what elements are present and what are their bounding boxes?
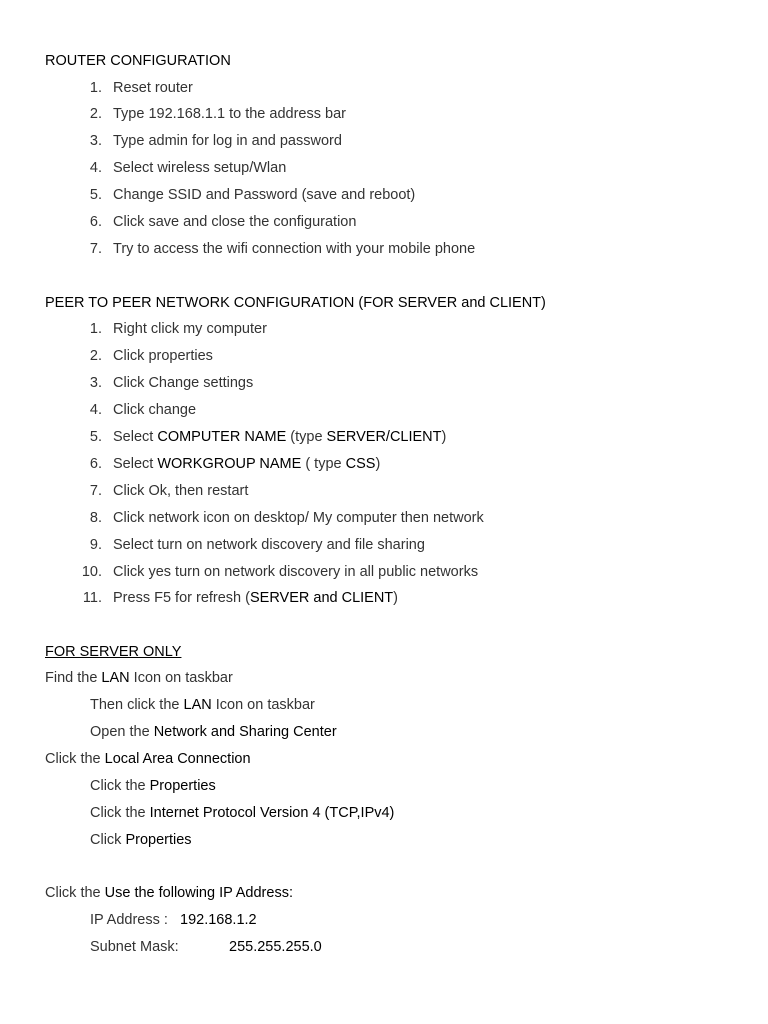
peer-step-text: Click network icon on desktop/ My computer then network <box>113 510 484 526</box>
line-suffix: Icon on taskbar <box>129 670 233 686</box>
router-step-text: Select wireless setup/Wlan <box>113 160 287 176</box>
server-only-heading: FOR SERVER ONLY <box>45 644 182 660</box>
peer-step-number: 11. <box>82 590 102 606</box>
peer-step-text: Click change <box>113 402 197 418</box>
line-prefix: Click the <box>90 778 150 794</box>
properties-term: Properties <box>125 832 192 848</box>
router-step-number: 2. <box>89 106 102 122</box>
peer-step-number: 9. <box>89 537 102 553</box>
server-line <box>90 695 315 715</box>
properties-term: Properties <box>149 778 216 794</box>
network-sharing-center-term: Network and Sharing Center <box>153 724 337 740</box>
server-line <box>90 722 337 742</box>
line-prefix: Then click the <box>90 697 184 713</box>
router-step-number: 5. <box>89 187 102 203</box>
ip-address-value: 192.168.1.2 <box>180 912 257 928</box>
server-client-term: SERVER/CLIENT <box>326 429 442 445</box>
peer-step-number: 3. <box>89 375 102 391</box>
line-prefix: Click the <box>45 885 105 901</box>
server-line <box>90 776 216 796</box>
line-suffix: Icon on taskbar <box>211 697 315 713</box>
step-prefix: Select <box>113 456 158 472</box>
step-middle: (type <box>286 429 327 445</box>
step-suffix: ) <box>441 429 447 445</box>
peer-step-number: 5. <box>89 429 102 445</box>
subnet-mask-label: Subnet Mask: <box>90 939 179 955</box>
step-prefix: Select <box>113 429 158 445</box>
router-step-text: Click save and close the configuration <box>113 214 357 230</box>
lan-term: LAN <box>183 697 212 713</box>
peer-step-number: 8. <box>89 510 102 526</box>
router-step-number: 7. <box>89 241 102 257</box>
peer-step-number: 4. <box>89 402 102 418</box>
router-step-text: Change SSID and Password (save and reboot) <box>113 187 416 203</box>
use-following-ip-term: Use the following IP Address: <box>104 885 293 901</box>
line-prefix: Click the <box>45 751 105 767</box>
peer-step-number: 1. <box>89 321 102 337</box>
server-line <box>45 749 251 769</box>
use-ip-line <box>45 883 293 903</box>
router-step-text: Reset router <box>113 80 193 96</box>
step-prefix: Press F5 for refresh ( <box>113 590 250 606</box>
router-step-text: Type admin for log in and password <box>113 133 342 149</box>
peer-step-text: Click Ok, then restart <box>113 483 249 499</box>
step-suffix: ) <box>375 456 381 472</box>
router-heading: ROUTER CONFIGURATION <box>45 53 231 69</box>
local-area-connection-term: Local Area Connection <box>104 751 251 767</box>
peer-step-text: Click yes turn on network discovery in all public networks <box>113 564 479 580</box>
peer-step-text <box>113 454 380 474</box>
peer-step-text <box>113 427 446 447</box>
peer-step-number: 7. <box>89 483 102 499</box>
peer-step-text: Click properties <box>113 348 213 364</box>
router-step-text: Type 192.168.1.1 to the address bar <box>113 106 346 122</box>
router-step-number: 3. <box>89 133 102 149</box>
step-middle: ( type <box>301 456 346 472</box>
server-line <box>90 830 192 850</box>
lan-term: LAN <box>101 670 130 686</box>
peer-step-number: 10. <box>81 564 102 580</box>
subnet-mask-value: 255.255.255.0 <box>229 939 322 955</box>
line-prefix: Find the <box>45 670 102 686</box>
server-and-client-term: SERVER and CLIENT <box>249 590 394 606</box>
server-line <box>45 668 233 688</box>
ip-address-label: IP Address : <box>90 912 168 928</box>
server-line <box>90 803 394 823</box>
peer-step-text: Right click my computer <box>113 321 267 337</box>
step-suffix: ) <box>393 590 399 606</box>
line-prefix: Open the <box>90 724 154 740</box>
router-step-text: Try to access the wifi connection with your mobile phone <box>113 241 476 257</box>
ipv4-term: Internet Protocol Version 4 (TCP,IPv4) <box>149 805 395 821</box>
css-term: CSS <box>345 456 376 472</box>
peer-step-number: 6. <box>89 456 102 472</box>
peer-step-number: 2. <box>89 348 102 364</box>
computer-name-term: COMPUTER NAME <box>157 429 287 445</box>
peer-step-text <box>113 588 398 608</box>
line-prefix: Click <box>90 832 126 848</box>
peer-step-text: Click Change settings <box>113 375 254 391</box>
peer-step-text: Select turn on network discovery and file sharing <box>113 537 425 553</box>
router-step-number: 1. <box>89 80 102 96</box>
line-prefix: Click the <box>90 805 150 821</box>
router-step-number: 4. <box>89 160 102 176</box>
workgroup-name-term: WORKGROUP NAME <box>157 456 302 472</box>
router-step-number: 6. <box>89 214 102 230</box>
peer-heading: PEER TO PEER NETWORK CONFIGURATION (FOR SERVER and CLIENT) <box>45 295 546 311</box>
